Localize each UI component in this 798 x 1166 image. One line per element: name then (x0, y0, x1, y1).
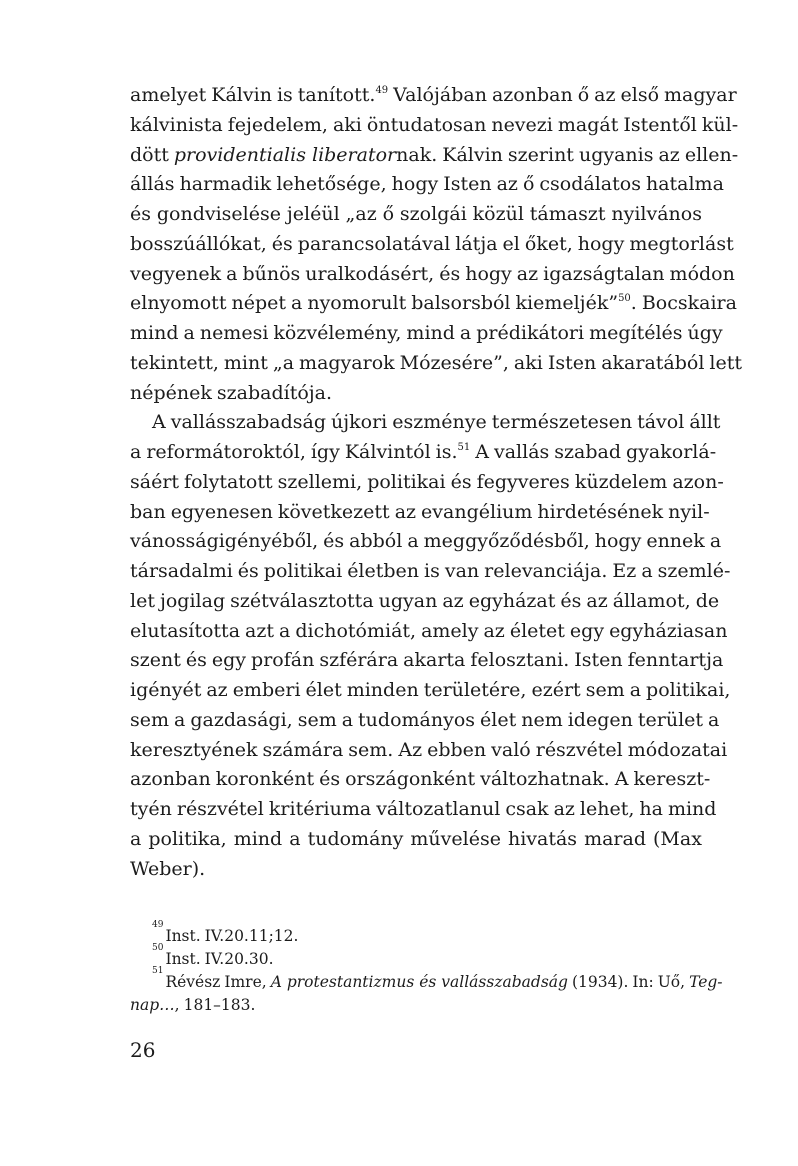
word: is (276, 84, 293, 106)
word: öntudatosan (366, 113, 487, 136)
word: társadalmi (130, 560, 233, 582)
word: nemesi (199, 322, 269, 344)
word: hirdetésének (537, 500, 664, 523)
word: Isten (547, 351, 597, 374)
word: az (658, 143, 680, 166)
word: ennek (646, 530, 705, 553)
word: kereszt- (633, 768, 711, 791)
word: ezért (531, 679, 581, 701)
word: az (442, 589, 464, 612)
word: dichotómiát, (295, 619, 417, 642)
word: küzdelem (574, 470, 668, 493)
word: a (130, 827, 142, 850)
word: sem (585, 679, 625, 701)
word: a (183, 322, 195, 344)
word: idegen (567, 708, 633, 731)
text-line (130, 349, 743, 379)
word: területére, (423, 679, 527, 701)
word: 181–183. (183, 996, 256, 1014)
word: nem (521, 708, 563, 731)
word: gondviselése (156, 203, 281, 225)
word: abból (349, 530, 403, 553)
word: állás (130, 173, 175, 196)
word: kül- (701, 113, 739, 136)
word: el (502, 232, 520, 255)
word: igényét (130, 679, 202, 701)
text-line (130, 855, 702, 885)
word: uralkodásért, (305, 262, 435, 285)
word: marad (584, 827, 646, 850)
word: állt (689, 411, 721, 434)
word: IV.20.30. (204, 950, 274, 968)
word: magát (557, 113, 619, 136)
word: tudomány (307, 827, 404, 850)
word: az (483, 619, 505, 642)
word: egy (211, 649, 247, 672)
paragraph (130, 81, 743, 408)
word: élet (480, 708, 517, 731)
word: dött (130, 143, 169, 166)
word: azonban (491, 84, 573, 106)
word: szellemi, (277, 470, 363, 493)
word: mind (406, 322, 455, 344)
word: egyenesen (170, 500, 273, 523)
text-line (130, 200, 702, 230)
word: minden (346, 679, 419, 701)
word: a (291, 292, 303, 315)
word: van (444, 560, 480, 582)
word: a (708, 708, 720, 731)
word: a (226, 262, 238, 285)
footnotes (130, 920, 723, 1017)
word: életet (509, 619, 565, 642)
word: bosszúállókat, (130, 232, 267, 255)
word: A (475, 441, 489, 463)
word: népének (130, 381, 212, 404)
word: szerint (507, 143, 574, 166)
italic-text: providentialis liberator (173, 143, 397, 166)
word: „a (272, 351, 295, 374)
word: részvétel (176, 798, 264, 820)
word: sem (130, 708, 170, 731)
word: vallásszabadság (170, 411, 327, 434)
word: ő (577, 84, 590, 106)
word: IV.20.11;12. (204, 927, 299, 945)
word: és (185, 649, 207, 672)
word: Mózesére”, (399, 351, 509, 374)
word: harmadik (179, 173, 272, 196)
word: való (491, 738, 531, 761)
footnote-number: 50 (152, 943, 164, 953)
word: (Max (653, 827, 702, 850)
word: az (206, 679, 228, 701)
word: és (319, 768, 341, 791)
word: kritériuma (268, 798, 372, 820)
word: koronként (215, 768, 315, 791)
word: a (459, 322, 472, 344)
footnote-line (130, 994, 702, 1017)
word: kálvinista (130, 113, 223, 136)
word: módon (669, 262, 735, 285)
word: szétválasztotta (230, 589, 374, 612)
word: hivatás (507, 827, 578, 850)
word: de (695, 589, 720, 612)
word: hogy (391, 173, 439, 196)
word: magyar (664, 84, 737, 106)
word: Az (398, 738, 423, 761)
word: a (641, 560, 653, 582)
word: életben (347, 560, 420, 582)
body-text (130, 81, 743, 884)
italic-text: Teg- (689, 973, 723, 991)
word: változhatnak. (480, 768, 610, 791)
text-line (130, 498, 710, 528)
word: első (620, 84, 660, 106)
word: a (130, 441, 142, 463)
word: és (271, 232, 293, 255)
word: és (560, 589, 582, 612)
word: A (614, 768, 629, 791)
word: ellen- (684, 143, 739, 166)
word: számára (262, 738, 344, 761)
word: kiemeljék”$^{50}$. (515, 292, 637, 315)
word: meggyőződésből, (423, 530, 590, 553)
word: hogy (465, 262, 512, 285)
word: (1934). (571, 973, 629, 991)
word: ugyanis (578, 143, 654, 166)
word: fejedelem, (227, 113, 328, 136)
word: a (629, 679, 642, 701)
word: az (553, 798, 575, 820)
word: az (516, 262, 539, 285)
word: felosztani. (470, 649, 570, 672)
word: azonban (130, 768, 211, 791)
word: közvélemény, (273, 322, 402, 344)
word: szabadítója. (216, 381, 333, 404)
word: a (709, 530, 722, 553)
word: Uő, (657, 973, 686, 991)
word: nevezi (491, 113, 553, 136)
word: vánosságigényéből, (130, 530, 319, 553)
word: lett (709, 351, 743, 374)
word: szférára (319, 649, 399, 672)
word: elnyomott (130, 292, 227, 315)
word: ban (130, 500, 166, 523)
word: azon- (672, 470, 724, 493)
word: akaratából (601, 351, 705, 374)
text-line (130, 617, 728, 647)
word: igazságtalan (543, 262, 665, 285)
word: tudományos (358, 708, 476, 731)
word: szabad (554, 441, 622, 463)
word: tyén (130, 798, 172, 820)
word: aki (332, 113, 362, 136)
word: mind (667, 798, 717, 820)
word: is.$^{51}$ (435, 441, 471, 463)
word: távol (637, 411, 685, 434)
word: magyarok (299, 351, 395, 374)
footnote (130, 920, 702, 948)
word: Isten (443, 173, 492, 196)
word: közül (472, 203, 524, 225)
word: művelése (410, 827, 501, 850)
word: változatlanul (376, 798, 501, 820)
word: az (586, 589, 608, 612)
word: keresztyének (130, 738, 258, 761)
word: és (439, 262, 461, 285)
word (271, 971, 568, 994)
word: ebben (427, 738, 487, 761)
word: tekintett, (130, 351, 219, 374)
word: Kálvin (442, 143, 503, 166)
word: csak (505, 798, 549, 820)
word: politikai (263, 560, 343, 582)
word: eszménye (392, 411, 487, 434)
text-line (130, 260, 735, 290)
word: csodálatos (539, 173, 641, 196)
footnote-line (130, 943, 702, 971)
word: a (279, 619, 291, 642)
word: az (594, 84, 616, 106)
word: azt (245, 619, 275, 642)
word: népet (231, 292, 286, 315)
word: Weber). (130, 857, 206, 880)
word: mind (233, 827, 283, 850)
word: módozatai (627, 738, 728, 761)
word: Istentől (623, 113, 697, 136)
word: megítélés (589, 322, 683, 344)
word: prédikátori (476, 322, 585, 344)
word: őket, (524, 232, 573, 255)
footnote-number: 51 (152, 966, 164, 976)
word: fegyveres (476, 470, 570, 493)
text-line (130, 111, 739, 141)
word: egyházat (468, 589, 556, 612)
text-line (130, 170, 724, 200)
word: lehetősége, (276, 173, 387, 196)
word: relevanciája. (484, 560, 608, 582)
word: let (130, 589, 155, 612)
text-line (130, 141, 739, 171)
page-number: 26 (130, 1038, 156, 1062)
word: nyilvános (611, 203, 702, 225)
word: ő (522, 173, 535, 196)
word: mind (130, 322, 179, 344)
word: parancsolatával (297, 232, 451, 255)
word: terület (637, 708, 704, 731)
footnote-ref: 49 (375, 85, 389, 96)
text-line (130, 289, 737, 319)
word: elutasította (130, 619, 241, 642)
paragraph (130, 408, 731, 884)
word: Valójában (393, 84, 487, 106)
word: és (130, 203, 151, 225)
word: politikai (367, 470, 446, 493)
text-line (130, 646, 724, 676)
word: Bocskaira (641, 292, 737, 315)
word: bűnös (242, 262, 301, 285)
word: Inst. (165, 950, 201, 968)
text-line (130, 825, 702, 855)
word: így (310, 441, 340, 463)
text-line (130, 676, 731, 706)
word: gyakorlá- (626, 441, 717, 463)
text-line (130, 379, 702, 409)
word: A (152, 411, 166, 434)
word: jeléül (286, 203, 340, 225)
word: országonként (345, 768, 476, 791)
word: providentialis liberatornak. (173, 143, 438, 166)
word: Imre, (224, 973, 267, 991)
word: Révész (165, 973, 221, 991)
word: újkori (331, 411, 388, 434)
word: tanított.$^{49}$ (297, 84, 389, 106)
word: részvétel (535, 738, 623, 761)
word: fenntartja (627, 649, 724, 672)
text-line (130, 736, 728, 766)
text-line (130, 230, 734, 260)
word: vegyenek (130, 262, 222, 285)
text-line (130, 319, 723, 349)
word: Ez (612, 560, 637, 582)
word: aki (513, 351, 543, 374)
word: Inst. (165, 927, 201, 945)
word: mint (223, 351, 268, 374)
text-line (130, 765, 711, 795)
footnote-ref: 51 (457, 442, 471, 453)
word: evangélium (421, 500, 533, 523)
text-line (130, 81, 737, 111)
word: a (407, 530, 419, 553)
word: „az (345, 203, 377, 225)
italic-text: nap… (130, 996, 175, 1014)
word: következett (277, 500, 390, 523)
word: amelyet (130, 84, 207, 106)
word: amely (421, 619, 479, 642)
word: támaszt (529, 203, 606, 225)
word: szolgái (399, 203, 467, 225)
word: ha (639, 798, 663, 820)
word: is (424, 560, 440, 582)
word: emberi (232, 679, 301, 701)
word: Isten (574, 649, 623, 672)
word: hatalma (645, 173, 724, 196)
word: Kálvin (211, 84, 272, 106)
text-line (130, 468, 724, 498)
word: nyil- (668, 500, 710, 523)
word: szent (130, 649, 181, 672)
word: ő (382, 203, 395, 225)
text-line (130, 408, 721, 438)
word: szemlé- (657, 560, 731, 582)
word: sáért (130, 470, 180, 493)
word: sem. (348, 738, 394, 761)
word: nyomorult (307, 292, 407, 315)
word: élet (305, 679, 342, 701)
word: hogy (577, 232, 625, 255)
word: megtorlást (629, 232, 734, 255)
word: akarta (403, 649, 466, 672)
text-line (130, 557, 731, 587)
word: és (450, 470, 472, 493)
word: és (237, 560, 259, 582)
footnote (130, 943, 702, 971)
text-line (130, 587, 720, 617)
footnote-line (130, 966, 723, 994)
word: politika, (148, 827, 227, 850)
word: jogilag (159, 589, 226, 612)
word: lehet, (579, 798, 635, 820)
word: folytatott (184, 470, 273, 493)
footnote-line (130, 920, 702, 948)
word: a (341, 708, 354, 731)
word: balsorsból (411, 292, 511, 315)
word (689, 971, 722, 994)
word: államot, (612, 589, 691, 612)
text-line (130, 706, 720, 736)
word: a (174, 708, 186, 731)
word: úgy (687, 322, 723, 344)
word: profán (251, 649, 315, 672)
text-line (130, 795, 717, 825)
word: gazdasági, (190, 708, 293, 731)
text-line (130, 527, 722, 557)
word: az (496, 173, 518, 196)
footnote (130, 966, 723, 1017)
word: egyháziasan (609, 619, 728, 642)
word: és (323, 530, 345, 553)
text-line (130, 438, 717, 468)
footnote-ref: 50 (618, 293, 631, 305)
word: látja (455, 232, 498, 255)
word: Kálvintól (344, 441, 431, 463)
word: hogy (594, 530, 642, 553)
word: In: (632, 973, 654, 991)
italic-text: A protestantizmus és vallásszabadság (270, 973, 568, 991)
word: természetesen (491, 411, 633, 434)
word: sem (297, 708, 337, 731)
word: nap…, (130, 996, 180, 1014)
word: ugyan (378, 589, 438, 612)
word: politikai, (646, 679, 731, 701)
word: a (289, 827, 301, 850)
footnote-number: 49 (152, 920, 164, 930)
word: az (394, 500, 417, 523)
word: vallás (493, 441, 550, 463)
word: reformátoroktól, (146, 441, 306, 463)
word: egy (569, 619, 605, 642)
